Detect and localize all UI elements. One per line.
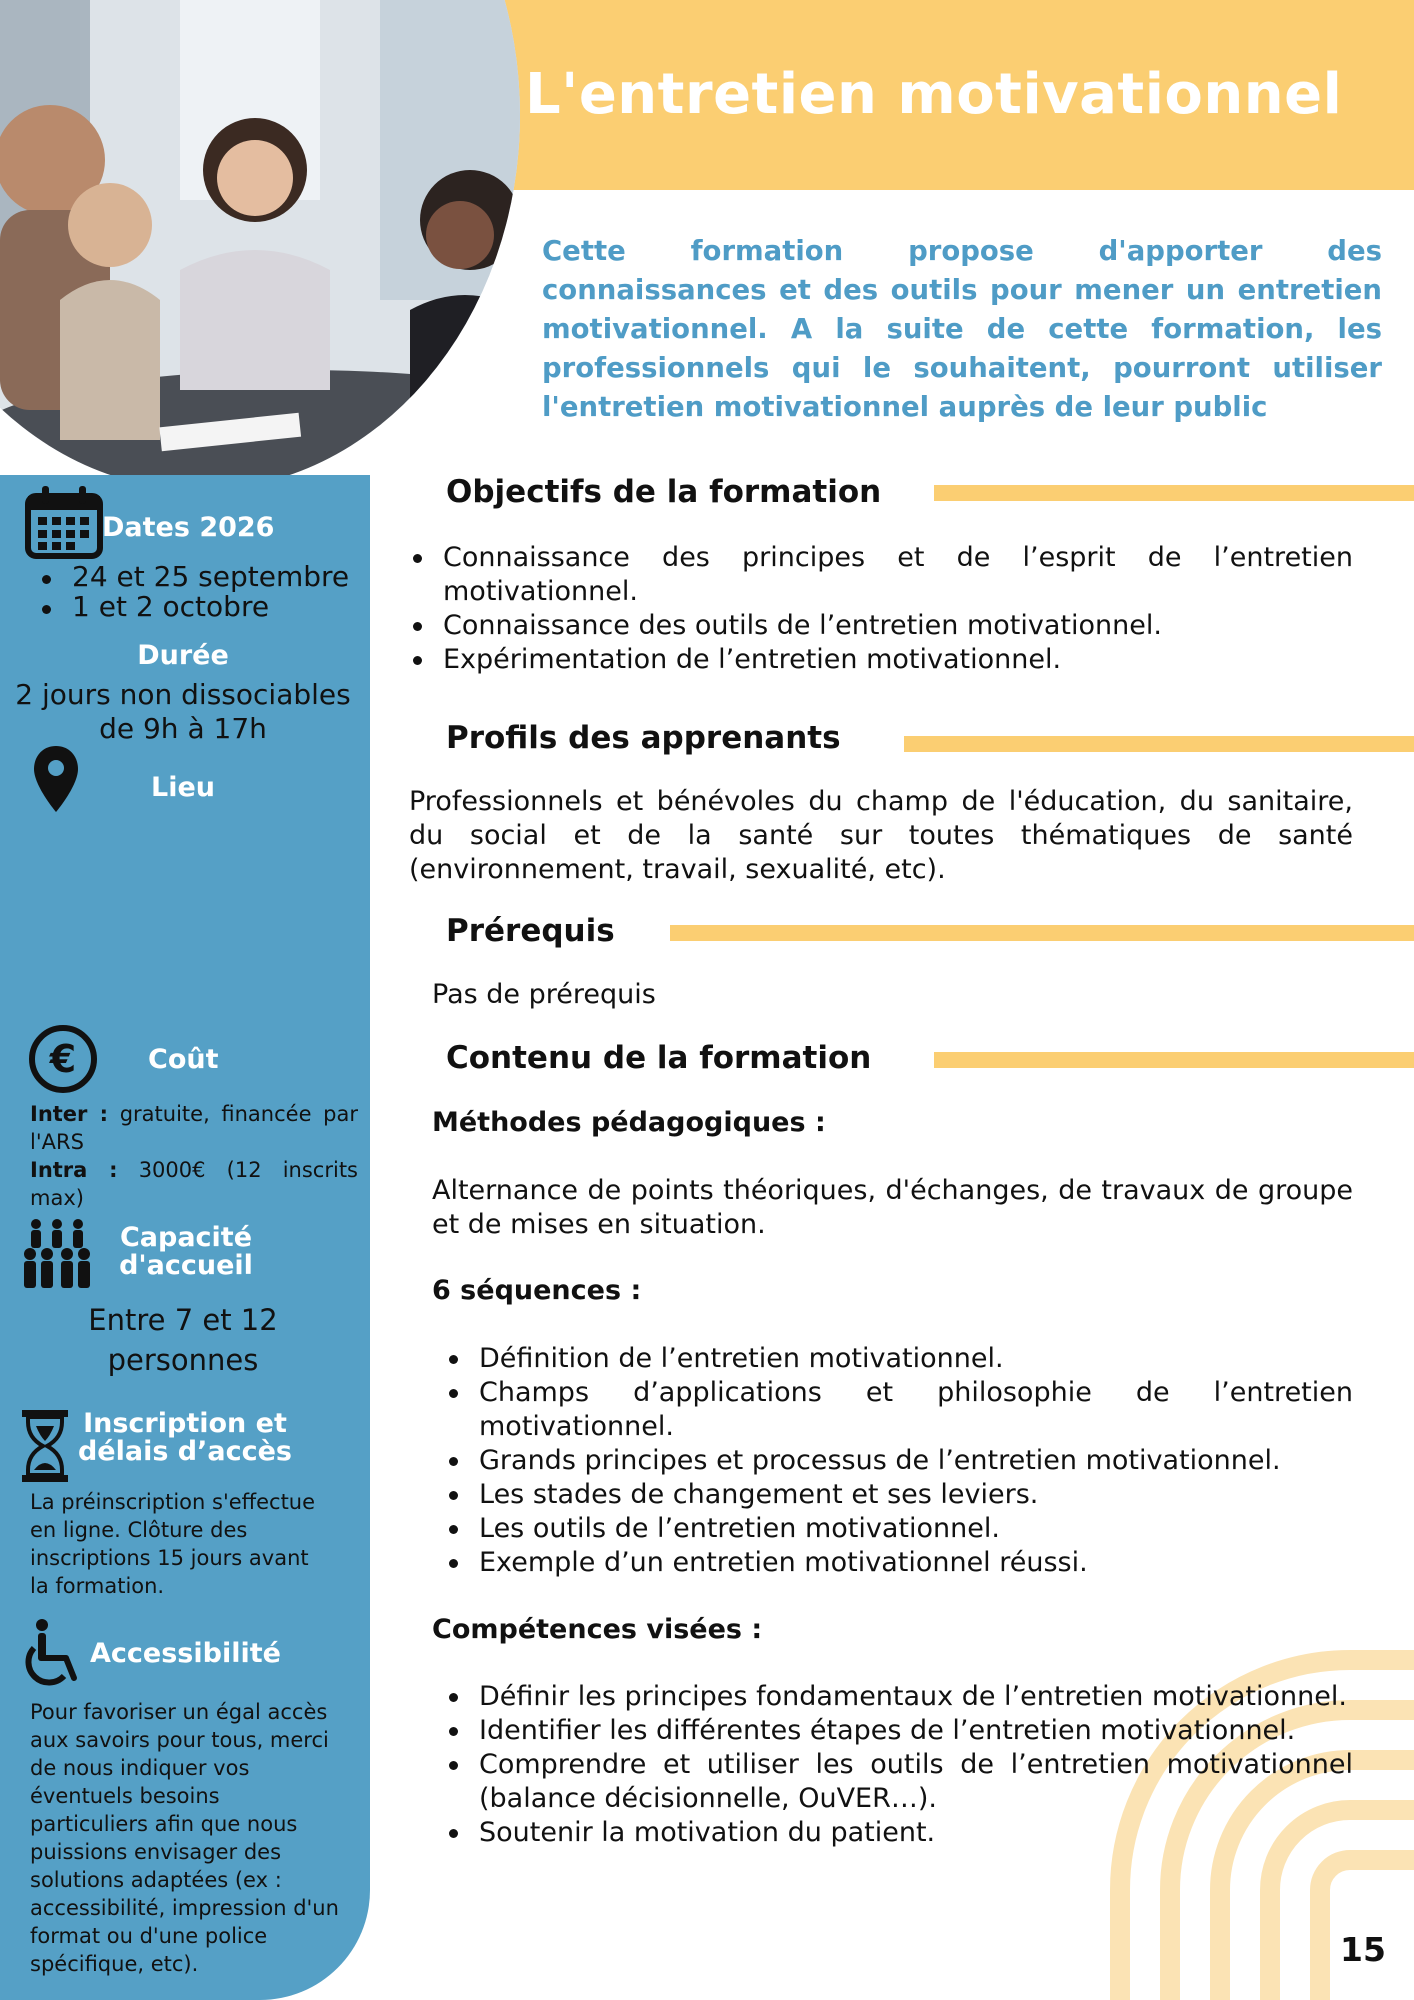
competences-label: Compétences visées : bbox=[432, 1614, 763, 1645]
section-divider-bar bbox=[670, 925, 1414, 941]
dates-label: Dates 2026 bbox=[102, 512, 275, 543]
dates-list bbox=[36, 562, 349, 622]
section-divider-bar bbox=[934, 485, 1414, 501]
page-title: L'entretien motivationnel bbox=[525, 62, 1343, 127]
accessibilite-text: Pour favoriser un égal accès aux savoirs pour tous, merci de nous indiquer vos éventuels besoins particuliers afin que nous puissions envisager des solutions adaptées (ex : accessibilité, impression d'un format ou d'une police spécifique, etc). bbox=[30, 1700, 339, 1976]
lieu-label: Lieu bbox=[151, 772, 215, 803]
inscription-text: La préinscription s'effectue en ligne. Clôture des inscriptions 15 jours avant la formation. bbox=[30, 1490, 316, 1598]
calendar-icon bbox=[24, 484, 106, 566]
list-item: Connaissance des principes et de l’esprit de l’entretien motivationnel. bbox=[407, 541, 1353, 609]
list-item: Les outils de l’entretien motivationnel. bbox=[443, 1512, 1353, 1546]
objectifs-list bbox=[407, 541, 1353, 677]
objectifs-heading: Objectifs de la formation bbox=[446, 474, 882, 510]
profils-heading: Profils des apprenants bbox=[446, 720, 841, 756]
sequences-list bbox=[443, 1342, 1353, 1580]
methodes-text: Alternance de points théoriques, d'échanges, de travaux de groupe et de mises en situation. bbox=[432, 1175, 1353, 1240]
prerequis-text: Pas de prérequis bbox=[432, 979, 656, 1010]
cout-details: Inter : gratuite, financée par l'ARS Intra : 3000€ (12 inscrits max) bbox=[30, 1102, 358, 1210]
list-item: Définir les principes fondamentaux de l’entretien motivationnel. bbox=[443, 1680, 1353, 1714]
competences-list bbox=[443, 1680, 1353, 1850]
duree-value: 2 jours non dissociables de 9h à 17h bbox=[15, 678, 351, 745]
list-item: Définition de l’entretien motivationnel. bbox=[443, 1342, 1353, 1376]
accessibilite-label: Accessibilité bbox=[90, 1638, 281, 1669]
list-item: Identifier les différentes étapes de l’entretien motivationnel. bbox=[443, 1714, 1353, 1748]
sequences-label: 6 séquences : bbox=[432, 1275, 642, 1306]
cout-label: Coût bbox=[148, 1044, 219, 1075]
intro-text: Cette formation propose d'apporter des connaissances et des outils pour mener un entretien motivationnel. A la suite de cette formation, les professionnels qui le souhaitent, pourront utiliser l'entretien motivationnel auprès de leur public bbox=[542, 235, 1382, 423]
meeting-photo bbox=[0, 0, 520, 490]
contenu-heading: Contenu de la formation bbox=[446, 1040, 872, 1076]
hourglass-icon bbox=[20, 1408, 70, 1488]
capacite-label: Capacité d'accueil bbox=[119, 1222, 253, 1281]
list-item: Champs d’applications et philosophie de l’entretien motivationnel. bbox=[443, 1376, 1353, 1444]
prerequis-heading: Prérequis bbox=[446, 913, 615, 949]
duree-label: Durée bbox=[137, 640, 229, 671]
list-item: Exemple d’un entretien motivationnel réussi. bbox=[443, 1546, 1353, 1580]
section-divider-bar bbox=[934, 1052, 1414, 1068]
profils-text: Professionnels et bénévoles du champ de l'éducation, du sanitaire, du social et de la santé sur toutes thématiques de santé (environnement, travail, sexualité, etc). bbox=[409, 786, 1353, 885]
section-divider-bar bbox=[904, 736, 1414, 752]
inscription-label: Inscription et délais d’accès bbox=[77, 1408, 293, 1467]
list-item: 24 et 25 septembre bbox=[36, 562, 349, 592]
list-item: Comprendre et utiliser les outils de l’entretien motivationnel (balance décisionnelle, OuVER…). bbox=[443, 1748, 1353, 1816]
list-item: Grands principes et processus de l’entretien motivationnel. bbox=[443, 1444, 1353, 1478]
list-item: Soutenir la motivation du patient. bbox=[443, 1816, 1353, 1850]
group-people-icon bbox=[22, 1218, 92, 1294]
list-item: 1 et 2 octobre bbox=[36, 592, 349, 622]
svg-text:€: € bbox=[49, 1037, 77, 1081]
euro-icon bbox=[28, 1024, 98, 1098]
list-item: Les stades de changement et ses leviers. bbox=[443, 1478, 1353, 1512]
list-item: Connaissance des outils de l’entretien motivationnel. bbox=[407, 609, 1353, 643]
wheelchair-icon bbox=[22, 1618, 84, 1694]
page-number: 15 bbox=[1340, 1930, 1386, 1969]
list-item: Expérimentation de l’entretien motivationnel. bbox=[407, 643, 1353, 677]
capacite-value: Entre 7 et 12 personnes bbox=[88, 1303, 278, 1377]
methodes-label: Méthodes pédagogiques : bbox=[432, 1107, 826, 1138]
